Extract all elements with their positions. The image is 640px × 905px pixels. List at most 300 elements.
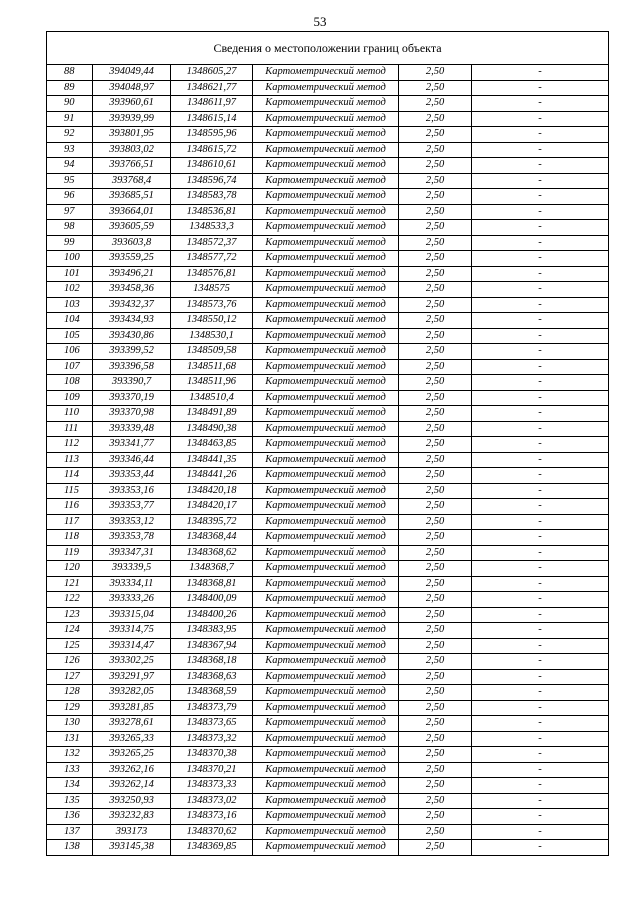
cell-x-coordinate: 393333,26 [93,592,171,608]
cell-point-number: 120 [47,561,93,577]
cell-description: - [472,344,609,360]
cell-accuracy: 2,50 [399,266,472,282]
cell-point-number: 106 [47,344,93,360]
cell-description: - [472,545,609,561]
cell-accuracy: 2,50 [399,437,472,453]
cell-point-number: 110 [47,406,93,422]
page-number: 53 [313,14,327,29]
table-row [47,313,609,329]
cell-y-coordinate: 1348368,63 [171,669,253,685]
cell-point-number: 123 [47,607,93,623]
cell-x-coordinate: 393250,93 [93,793,171,809]
cell-method: Картометрический метод [253,127,399,143]
cell-x-coordinate: 393960,61 [93,96,171,112]
cell-method: Картометрический метод [253,142,399,158]
table-row [47,390,609,406]
cell-x-coordinate: 393334,11 [93,576,171,592]
cell-point-number: 90 [47,96,93,112]
cell-description: - [472,328,609,344]
cell-x-coordinate: 393370,19 [93,390,171,406]
cell-method: Картометрический метод [253,561,399,577]
cell-y-coordinate: 1348595,96 [171,127,253,143]
cell-method: Картометрический метод [253,607,399,623]
cell-accuracy: 2,50 [399,499,472,515]
cell-y-coordinate: 1348369,85 [171,840,253,856]
cell-accuracy: 2,50 [399,700,472,716]
cell-description: - [472,685,609,701]
cell-y-coordinate: 1348367,94 [171,638,253,654]
cell-accuracy: 2,50 [399,204,472,220]
cell-description: - [472,189,609,205]
cell-description: - [472,204,609,220]
cell-description: - [472,592,609,608]
cell-method: Картометрический метод [253,623,399,639]
cell-x-coordinate: 393801,95 [93,127,171,143]
cell-y-coordinate: 1348610,61 [171,158,253,174]
cell-accuracy: 2,50 [399,142,472,158]
cell-point-number: 118 [47,530,93,546]
table-row [47,747,609,763]
cell-y-coordinate: 1348621,77 [171,80,253,96]
cell-method: Картометрический метод [253,499,399,515]
table-row [47,452,609,468]
cell-description: - [472,607,609,623]
cell-x-coordinate: 393768,4 [93,173,171,189]
cell-x-coordinate: 393278,61 [93,716,171,732]
cell-point-number: 131 [47,731,93,747]
cell-point-number: 134 [47,778,93,794]
cell-point-number: 101 [47,266,93,282]
cell-method: Картометрический метод [253,793,399,809]
cell-description: - [472,840,609,856]
cell-description: - [472,762,609,778]
cell-point-number: 113 [47,452,93,468]
table-row [47,716,609,732]
cell-point-number: 91 [47,111,93,127]
cell-x-coordinate: 393265,33 [93,731,171,747]
cell-description: - [472,468,609,484]
cell-x-coordinate: 393685,51 [93,189,171,205]
cell-description: - [472,530,609,546]
cell-method: Картометрический метод [253,747,399,763]
cell-description: - [472,747,609,763]
cell-description: - [472,514,609,530]
table-row [47,592,609,608]
cell-description: - [472,437,609,453]
cell-point-number: 133 [47,762,93,778]
boundary-table-container [46,31,608,856]
cell-x-coordinate: 393803,02 [93,142,171,158]
cell-accuracy: 2,50 [399,313,472,329]
cell-point-number: 129 [47,700,93,716]
cell-y-coordinate: 1348530,1 [171,328,253,344]
cell-method: Картометрический метод [253,421,399,437]
cell-method: Картометрический метод [253,390,399,406]
cell-accuracy: 2,50 [399,514,472,530]
cell-x-coordinate: 393353,77 [93,499,171,515]
cell-description: - [472,809,609,825]
table-row [47,778,609,794]
cell-y-coordinate: 1348509,58 [171,344,253,360]
cell-point-number: 103 [47,297,93,313]
cell-accuracy: 2,50 [399,468,472,484]
cell-accuracy: 2,50 [399,809,472,825]
cell-x-coordinate: 393603,8 [93,235,171,251]
cell-x-coordinate: 393766,51 [93,158,171,174]
cell-accuracy: 2,50 [399,607,472,623]
cell-x-coordinate: 393664,01 [93,204,171,220]
cell-point-number: 126 [47,654,93,670]
cell-description: - [472,669,609,685]
table-row [47,406,609,422]
cell-y-coordinate: 1348373,02 [171,793,253,809]
cell-point-number: 100 [47,251,93,267]
table-row [47,282,609,298]
cell-method: Картометрический метод [253,328,399,344]
cell-method: Картометрический метод [253,359,399,375]
cell-accuracy: 2,50 [399,638,472,654]
cell-point-number: 102 [47,282,93,298]
cell-accuracy: 2,50 [399,359,472,375]
cell-method: Картометрический метод [253,762,399,778]
cell-method: Картометрический метод [253,266,399,282]
cell-x-coordinate: 393370,98 [93,406,171,422]
cell-x-coordinate: 393302,25 [93,654,171,670]
table-row [47,731,609,747]
cell-description: - [472,654,609,670]
cell-accuracy: 2,50 [399,483,472,499]
cell-y-coordinate: 1348463,85 [171,437,253,453]
cell-y-coordinate: 1348510,4 [171,390,253,406]
cell-point-number: 128 [47,685,93,701]
cell-accuracy: 2,50 [399,220,472,236]
table-row [47,468,609,484]
cell-description: - [472,793,609,809]
cell-point-number: 88 [47,65,93,81]
cell-method: Картометрический метод [253,669,399,685]
table-row [47,499,609,515]
table-row [47,638,609,654]
cell-method: Картометрический метод [253,282,399,298]
cell-accuracy: 2,50 [399,80,472,96]
cell-y-coordinate: 1348605,27 [171,65,253,81]
cell-point-number: 99 [47,235,93,251]
cell-x-coordinate: 394048,97 [93,80,171,96]
cell-accuracy: 2,50 [399,158,472,174]
table-title: Сведения о местоположении границ объекта [47,32,609,65]
cell-x-coordinate: 393396,58 [93,359,171,375]
cell-method: Картометрический метод [253,251,399,267]
cell-y-coordinate: 1348611,97 [171,96,253,112]
cell-x-coordinate: 393339,48 [93,421,171,437]
cell-accuracy: 2,50 [399,406,472,422]
cell-y-coordinate: 1348572,37 [171,235,253,251]
cell-accuracy: 2,50 [399,592,472,608]
table-row [47,654,609,670]
table-row [47,700,609,716]
cell-accuracy: 2,50 [399,840,472,856]
cell-point-number: 98 [47,220,93,236]
cell-y-coordinate: 1348536,81 [171,204,253,220]
cell-x-coordinate: 393605,59 [93,220,171,236]
table-body [47,65,609,856]
table-row [47,344,609,360]
cell-x-coordinate: 393281,85 [93,700,171,716]
cell-method: Картометрический метод [253,654,399,670]
cell-description: - [472,824,609,840]
cell-y-coordinate: 1348368,7 [171,561,253,577]
cell-point-number: 114 [47,468,93,484]
cell-description: - [472,561,609,577]
cell-method: Картометрический метод [253,235,399,251]
cell-x-coordinate: 393432,37 [93,297,171,313]
cell-description: - [472,127,609,143]
cell-x-coordinate: 393496,21 [93,266,171,282]
cell-accuracy: 2,50 [399,173,472,189]
cell-accuracy: 2,50 [399,297,472,313]
cell-y-coordinate: 1348383,95 [171,623,253,639]
cell-method: Картометрический метод [253,220,399,236]
cell-y-coordinate: 1348441,26 [171,468,253,484]
cell-method: Картометрический метод [253,840,399,856]
cell-y-coordinate: 1348577,72 [171,251,253,267]
cell-y-coordinate: 1348400,26 [171,607,253,623]
cell-y-coordinate: 1348370,62 [171,824,253,840]
cell-method: Картометрический метод [253,638,399,654]
cell-point-number: 115 [47,483,93,499]
table-row [47,530,609,546]
cell-x-coordinate: 393232,83 [93,809,171,825]
cell-x-coordinate: 393353,12 [93,514,171,530]
table-row [47,235,609,251]
cell-point-number: 138 [47,840,93,856]
cell-method: Картометрический метод [253,576,399,592]
cell-method: Картометрический метод [253,80,399,96]
cell-y-coordinate: 1348368,44 [171,530,253,546]
cell-method: Картометрический метод [253,437,399,453]
cell-description: - [472,65,609,81]
cell-accuracy: 2,50 [399,235,472,251]
cell-y-coordinate: 1348370,38 [171,747,253,763]
table-row [47,359,609,375]
cell-x-coordinate: 393347,31 [93,545,171,561]
cell-point-number: 122 [47,592,93,608]
table-row [47,685,609,701]
cell-x-coordinate: 393262,16 [93,762,171,778]
table-row [47,514,609,530]
table-row [47,793,609,809]
cell-method: Картометрический метод [253,111,399,127]
cell-accuracy: 2,50 [399,762,472,778]
table-row [47,483,609,499]
cell-y-coordinate: 1348511,96 [171,375,253,391]
cell-method: Картометрический метод [253,514,399,530]
cell-point-number: 109 [47,390,93,406]
cell-x-coordinate: 393353,44 [93,468,171,484]
cell-x-coordinate: 393339,5 [93,561,171,577]
cell-accuracy: 2,50 [399,561,472,577]
table-row [47,421,609,437]
table-row [47,576,609,592]
cell-y-coordinate: 1348615,72 [171,142,253,158]
cell-accuracy: 2,50 [399,328,472,344]
cell-x-coordinate: 393399,52 [93,344,171,360]
table-row [47,266,609,282]
cell-accuracy: 2,50 [399,452,472,468]
cell-point-number: 107 [47,359,93,375]
cell-y-coordinate: 1348533,3 [171,220,253,236]
cell-accuracy: 2,50 [399,654,472,670]
cell-accuracy: 2,50 [399,716,472,732]
cell-method: Картометрический метод [253,468,399,484]
cell-y-coordinate: 1348420,17 [171,499,253,515]
table-row [47,824,609,840]
cell-method: Картометрический метод [253,344,399,360]
cell-x-coordinate: 393314,47 [93,638,171,654]
table-row [47,545,609,561]
cell-method: Картометрический метод [253,406,399,422]
cell-point-number: 93 [47,142,93,158]
cell-accuracy: 2,50 [399,824,472,840]
cell-description: - [472,638,609,654]
table-row [47,669,609,685]
cell-point-number: 116 [47,499,93,515]
table-row [47,173,609,189]
cell-y-coordinate: 1348490,38 [171,421,253,437]
cell-point-number: 105 [47,328,93,344]
table-row [47,80,609,96]
cell-method: Картометрический метод [253,700,399,716]
cell-y-coordinate: 1348573,76 [171,297,253,313]
cell-accuracy: 2,50 [399,793,472,809]
cell-method: Картометрический метод [253,452,399,468]
cell-y-coordinate: 1348400,09 [171,592,253,608]
cell-accuracy: 2,50 [399,623,472,639]
table-row [47,127,609,143]
cell-point-number: 89 [47,80,93,96]
cell-x-coordinate: 393458,36 [93,282,171,298]
table-row [47,840,609,856]
table-row [47,111,609,127]
cell-point-number: 111 [47,421,93,437]
cell-accuracy: 2,50 [399,375,472,391]
cell-method: Картометрический метод [253,297,399,313]
table-row [47,809,609,825]
cell-accuracy: 2,50 [399,747,472,763]
cell-point-number: 108 [47,375,93,391]
cell-description: - [472,406,609,422]
table-row [47,65,609,81]
cell-method: Картометрический метод [253,731,399,747]
cell-accuracy: 2,50 [399,390,472,406]
cell-y-coordinate: 1348615,14 [171,111,253,127]
cell-accuracy: 2,50 [399,65,472,81]
cell-point-number: 112 [47,437,93,453]
cell-description: - [472,359,609,375]
table-row [47,607,609,623]
boundary-table [46,31,609,856]
table-row [47,142,609,158]
cell-method: Картометрический метод [253,65,399,81]
cell-y-coordinate: 1348576,81 [171,266,253,282]
cell-point-number: 132 [47,747,93,763]
table-row [47,189,609,205]
cell-description: - [472,313,609,329]
cell-description: - [472,111,609,127]
table-row [47,251,609,267]
cell-method: Картометрический метод [253,778,399,794]
cell-description: - [472,452,609,468]
cell-accuracy: 2,50 [399,685,472,701]
cell-accuracy: 2,50 [399,778,472,794]
table-row [47,762,609,778]
cell-method: Картометрический метод [253,483,399,499]
cell-y-coordinate: 1348370,21 [171,762,253,778]
cell-point-number: 127 [47,669,93,685]
cell-point-number: 117 [47,514,93,530]
cell-x-coordinate: 393434,93 [93,313,171,329]
cell-point-number: 94 [47,158,93,174]
cell-y-coordinate: 1348368,81 [171,576,253,592]
cell-point-number: 119 [47,545,93,561]
cell-accuracy: 2,50 [399,344,472,360]
cell-y-coordinate: 1348420,18 [171,483,253,499]
cell-x-coordinate: 393353,16 [93,483,171,499]
cell-description: - [472,297,609,313]
cell-description: - [472,499,609,515]
cell-y-coordinate: 1348395,72 [171,514,253,530]
cell-x-coordinate: 393314,75 [93,623,171,639]
cell-y-coordinate: 1348373,16 [171,809,253,825]
cell-x-coordinate: 393145,38 [93,840,171,856]
cell-y-coordinate: 1348373,65 [171,716,253,732]
table-row [47,623,609,639]
cell-point-number: 124 [47,623,93,639]
cell-y-coordinate: 1348368,59 [171,685,253,701]
cell-method: Картометрический метод [253,158,399,174]
cell-y-coordinate: 1348550,12 [171,313,253,329]
cell-accuracy: 2,50 [399,576,472,592]
cell-accuracy: 2,50 [399,251,472,267]
cell-x-coordinate: 393265,25 [93,747,171,763]
cell-point-number: 125 [47,638,93,654]
cell-description: - [472,235,609,251]
table-title-row [47,32,609,65]
cell-description: - [472,716,609,732]
cell-description: - [472,220,609,236]
cell-accuracy: 2,50 [399,111,472,127]
cell-y-coordinate: 1348583,78 [171,189,253,205]
cell-x-coordinate: 394049,44 [93,65,171,81]
table-row [47,437,609,453]
cell-method: Картометрический метод [253,824,399,840]
cell-description: - [472,483,609,499]
cell-y-coordinate: 1348373,32 [171,731,253,747]
cell-description: - [472,375,609,391]
cell-method: Картометрический метод [253,716,399,732]
cell-point-number: 97 [47,204,93,220]
cell-description: - [472,251,609,267]
cell-y-coordinate: 1348373,33 [171,778,253,794]
cell-x-coordinate: 393282,05 [93,685,171,701]
cell-description: - [472,700,609,716]
table-row [47,328,609,344]
cell-method: Картометрический метод [253,375,399,391]
cell-accuracy: 2,50 [399,96,472,112]
cell-x-coordinate: 393173 [93,824,171,840]
cell-y-coordinate: 1348368,62 [171,545,253,561]
cell-method: Картометрический метод [253,592,399,608]
